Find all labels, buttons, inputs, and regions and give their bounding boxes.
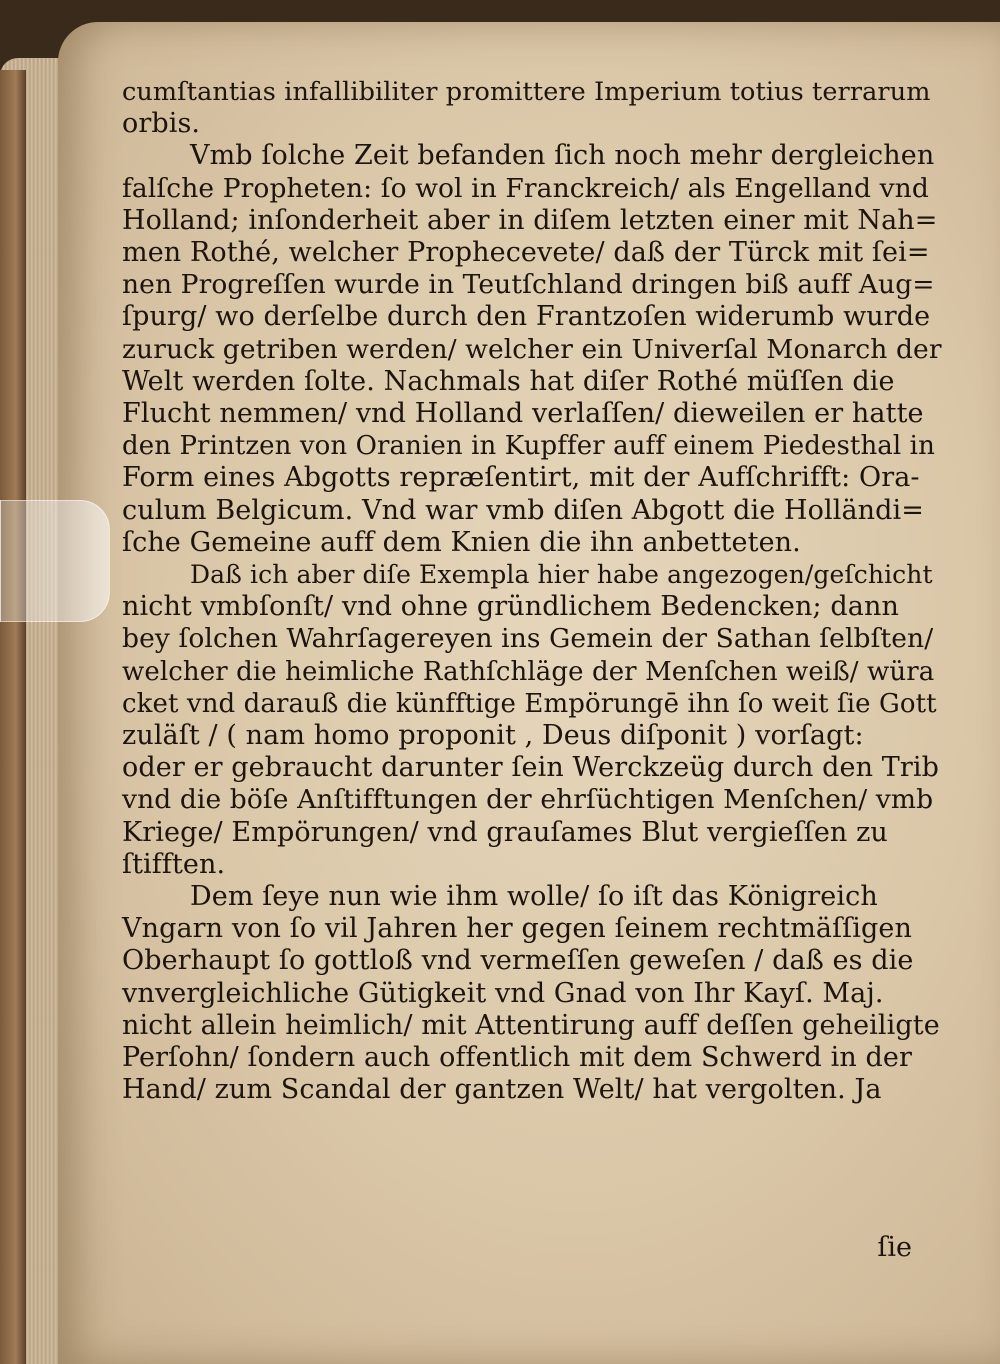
catchword: ſie bbox=[877, 1232, 912, 1263]
text-line: nicht vmbſonſt/ vnd ohne gründlichem Bedencken; dann bbox=[122, 591, 899, 623]
text-line: men Rothé, welcher Prophecevete/ daß der Türck mit ſei= bbox=[122, 237, 930, 269]
text-line: zuruck getriben werden/ welcher ein Univerſal Monarch der bbox=[122, 333, 942, 365]
text-line: den Printzen von Oranien in Kupffer auff einem Piedesthal in bbox=[122, 431, 935, 462]
book-spine bbox=[0, 70, 26, 1364]
text-line: ſtifften. bbox=[122, 848, 226, 880]
text-line: ſche Gemeine auff dem Knien die ihn anbetteten. bbox=[122, 526, 801, 558]
text-line: zuläſt / ( nam homo proponit , Deus diſponit ) vorſagt: bbox=[122, 720, 864, 752]
text-line: falſche Propheten: ſo wol in Franckreich/ als Engelland vnd bbox=[122, 172, 929, 204]
text-line: oder er gebraucht darunter ſein Werckzeüg durch den Trib bbox=[122, 752, 940, 784]
text-line: Oberhaupt ſo gottloß vnd vermeſſen geweſen / daß es die bbox=[122, 945, 914, 977]
text-line: Hand/ zum Scandal der gantzen Welt/ hat vergolten. Ja bbox=[122, 1074, 882, 1106]
text-line: bey ſolchen Wahrſagereyen ins Gemein der Sathan ſelbſten/ bbox=[122, 623, 934, 655]
text-line: orbis. bbox=[122, 108, 201, 140]
text-line: vnd die böſe Anſtifftungen der ehrſüchtigen Menſchen/ vmb bbox=[122, 784, 934, 816]
text-line: vnvergleichliche Gütigkeit vnd Gnad von Ihr Kayſ. Maj. bbox=[122, 977, 884, 1009]
text-line: cket vnd darauß die künfftige Empörungē ihn ſo weit ſie Gott bbox=[122, 688, 937, 719]
text-line: Perſohn/ ſondern auch offentlich mit dem Schwerd in der bbox=[122, 1042, 912, 1074]
text-line: nen Progreſſen wurde in Teutſchland dringen biß auff Aug= bbox=[122, 269, 935, 301]
text-line: Vmb ſolche Zeit befanden ſich noch mehr dergleichen bbox=[190, 140, 935, 172]
text-line: Holland; inſonderheit aber in diſem letzten einer mit Nah= bbox=[122, 204, 938, 236]
bookmark-clip bbox=[0, 500, 110, 622]
text-line: welcher die heimliche Rathſchläge der Menſchen weiß/ würa bbox=[122, 656, 935, 687]
text-line: Vngarn von ſo vil Jahren her gegen ſeinem rechtmäſſigen bbox=[122, 913, 912, 945]
text-line: cumſtantias infallibiliter promittere Imperium totius terrarum bbox=[122, 77, 931, 107]
page-text bbox=[122, 76, 942, 1107]
text-line: Kriege/ Empörungen/ vnd grauſames Blut vergieſſen zu bbox=[122, 816, 888, 848]
text-line: ſpurg/ wo derſelbe durch den Frantzoſen widerumb wurde bbox=[122, 301, 931, 333]
text-line: Flucht nemmen/ vnd Holland verlaſſen/ dieweilen er hatte bbox=[122, 398, 924, 430]
text-line: Dem ſeye nun wie ihm wolle/ ſo iſt das Königreich bbox=[190, 881, 878, 913]
text-line: Daß ich aber diſe Exempla hier habe angezogen/geſchicht bbox=[190, 560, 933, 590]
text-line: nicht allein heimlich/ mit Attentirung auff deſſen geheiligte bbox=[122, 1009, 940, 1041]
text-line: Welt werden ſolte. Nachmals hat diſer Rothé müſſen die bbox=[122, 365, 895, 397]
text-line: culum Belgicum. Vnd war vmb diſen Abgott die Holländi= bbox=[122, 494, 924, 526]
text-line: Form eines Abgotts repræſentirt, mit der Aufſchrifft: Ora- bbox=[122, 462, 920, 494]
